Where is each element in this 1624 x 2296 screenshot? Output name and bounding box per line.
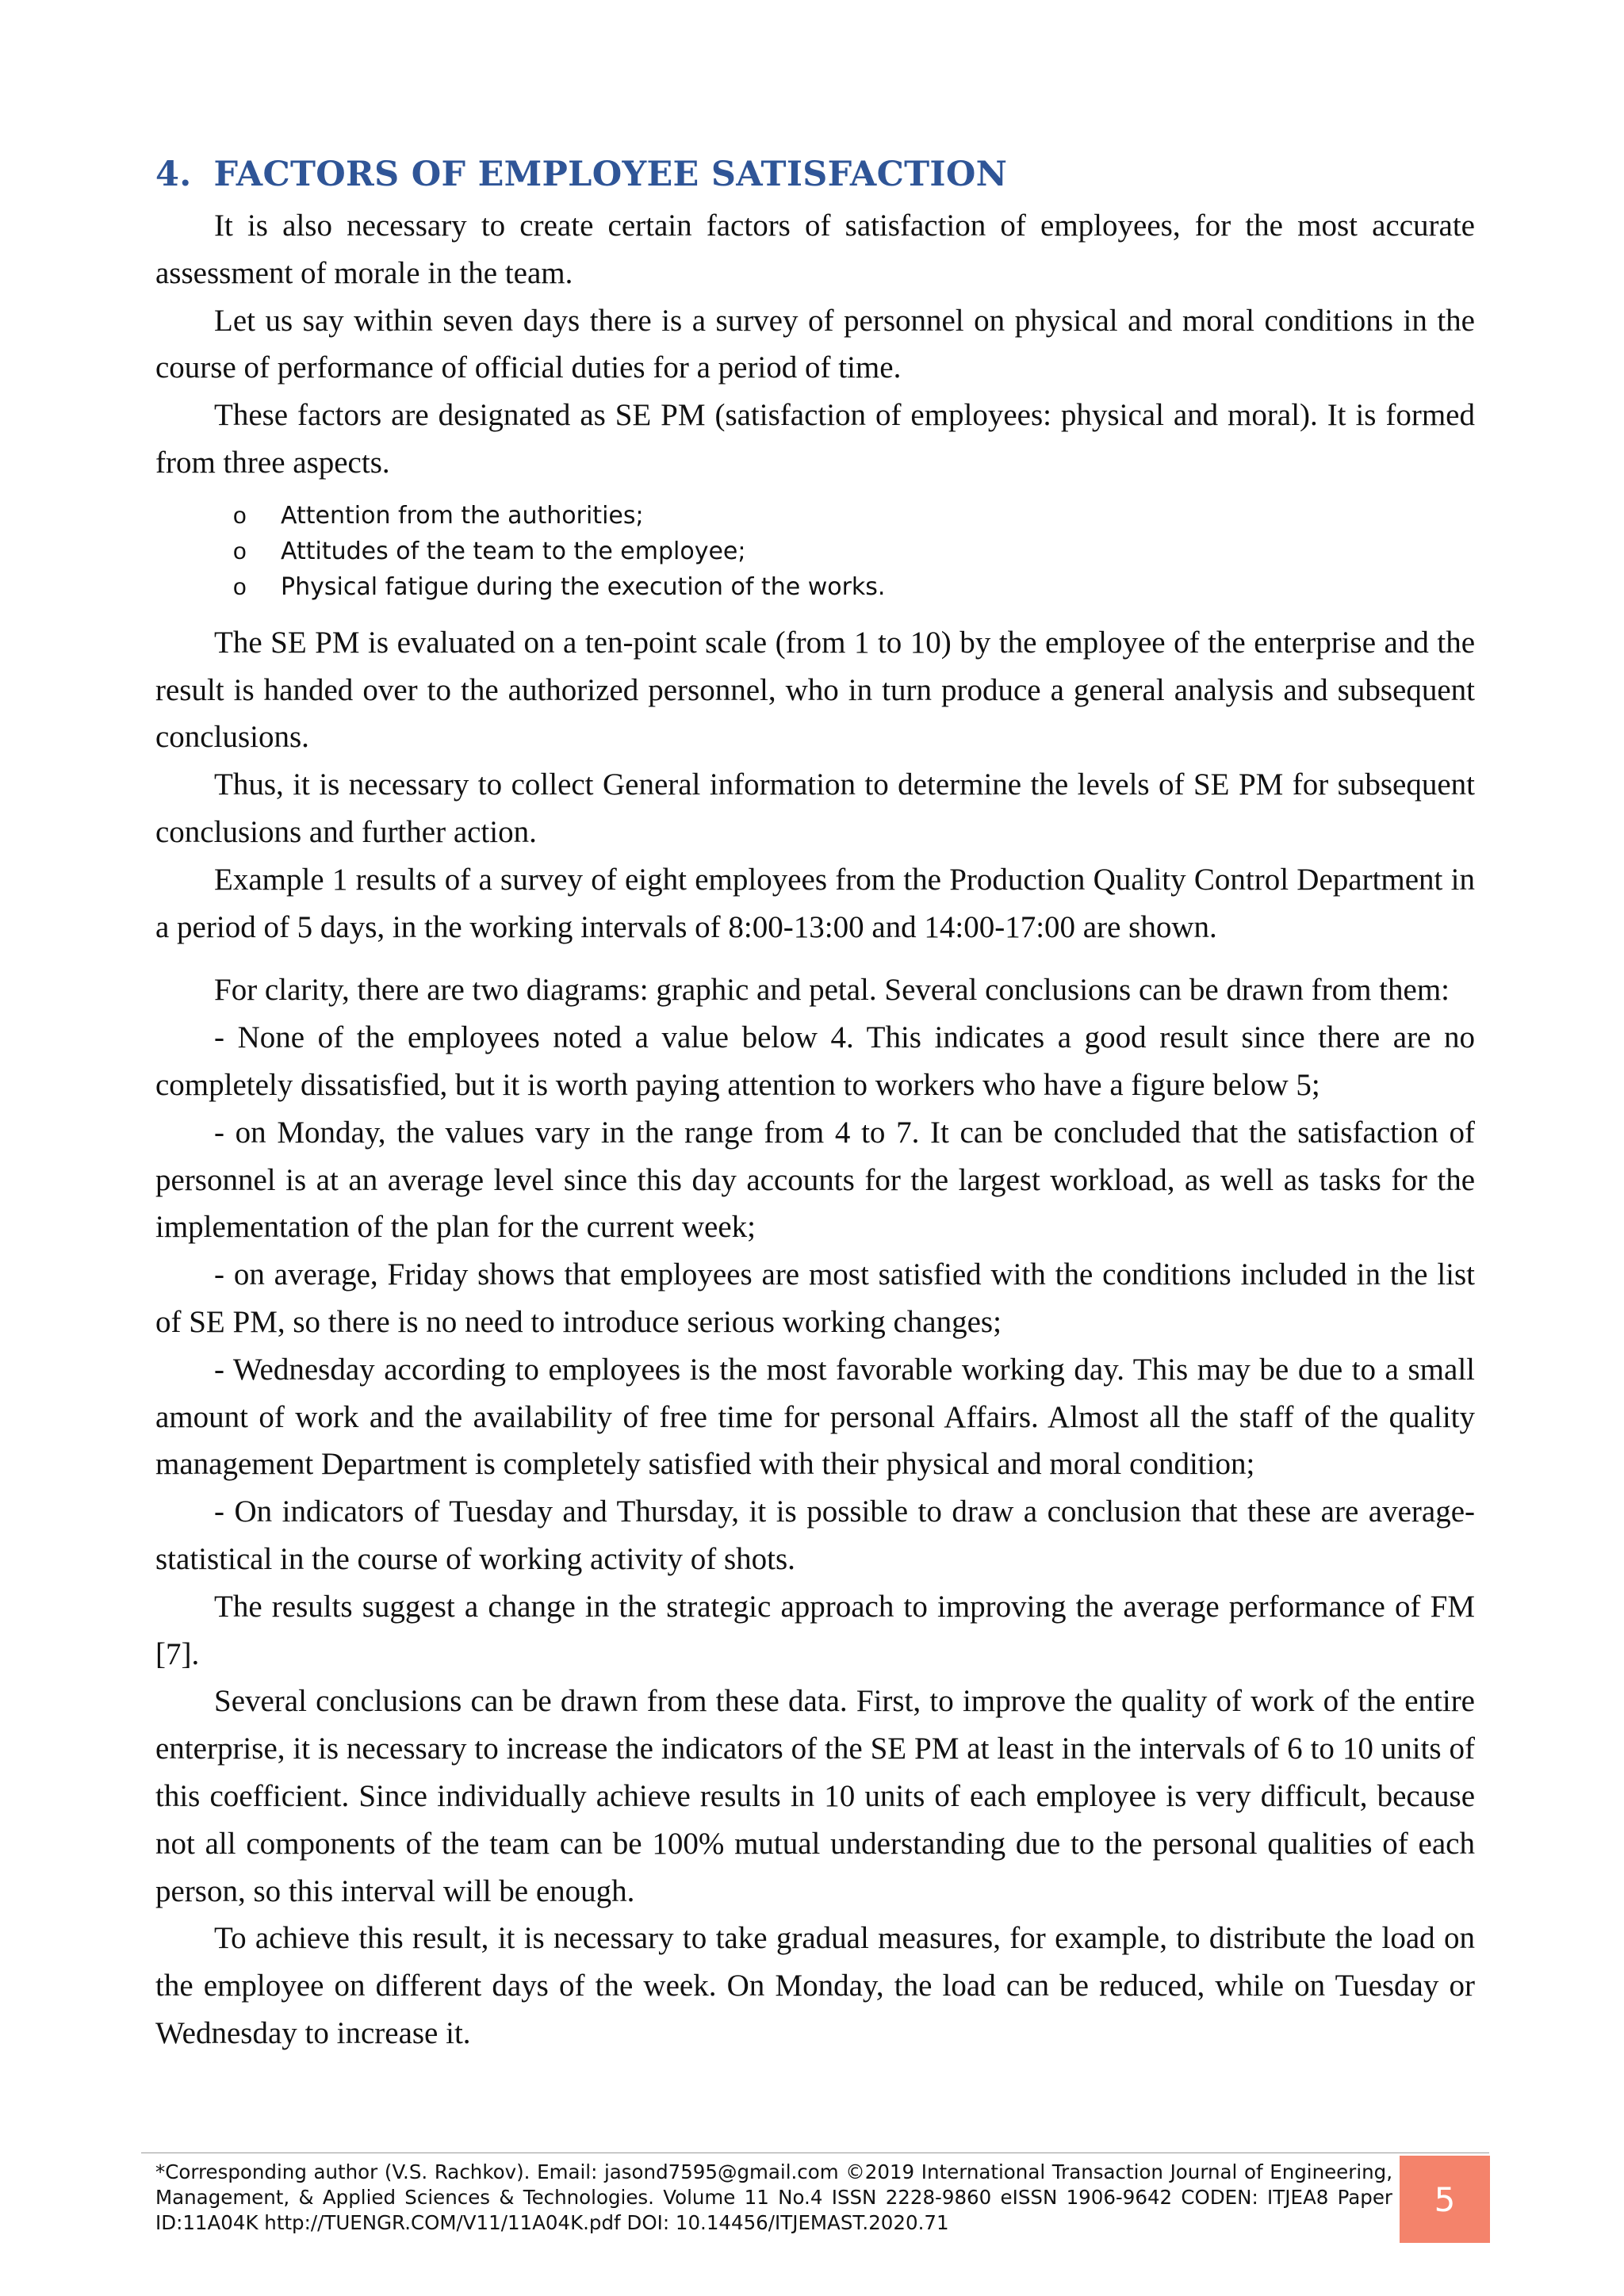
paragraph: The results suggest a change in the strategic approach to improving the average performance of FM [7]. <box>155 1589 1475 1671</box>
paragraph: For clarity, there are two diagrams: graphic and petal. Several conclusions can be drawn from them: <box>214 973 1450 1008</box>
paragraph: Let us say within seven days there is a survey of personnel on physical and moral conditions in the course of performance of official duties for a period of time. <box>155 303 1475 385</box>
main-content <box>155 155 1475 2057</box>
bullet-marker: o <box>233 573 247 600</box>
aspects-list <box>155 498 1475 605</box>
paragraph: The SE PM is evaluated on a ten-point scale (from 1 to 10) by the employee of the enterprise and the result is handed over to the authorized personnel, who in turn produce a general analysis and subsequent conclusions. <box>155 625 1475 755</box>
conclusion-item: - On indicators of Tuesday and Thursday, it is possible to draw a conclusion that these are average-statistical in the course of working activity of shots. <box>155 1494 1475 1576</box>
bullet-marker: o <box>233 538 247 564</box>
paragraph: Several conclusions can be drawn from these data. First, to improve the quality of work of the entire enterprise, it is necessary to increase the indicators of the SE PM at least in the intervals of 6 to 10 units of this coefficient. Since individually achieve results in 10 units of each employee is very difficult, because not all components of the team can be 100% mutual understanding due to the personal qualities of each person, so this interval will be enough. <box>155 1684 1475 1908</box>
page-number-badge: 5 <box>1400 2156 1490 2243</box>
bullet-marker: o <box>233 502 247 529</box>
paragraph: These factors are designated as SE PM (satisfaction of employees: physical and moral). It is formed from three aspects. <box>155 398 1475 480</box>
conclusion-item: - on average, Friday shows that employees are most satisfied with the conditions included in the list of SE PM, so there is no need to introduce serious working changes; <box>155 1257 1475 1339</box>
conclusion-item: - Wednesday according to employees is the most favorable working day. This may be due to a small amount of work and the availability of free time for personal Affairs. Almost all the staff of the quality management Department is completely satisfied with their physical and moral condition; <box>155 1352 1475 1482</box>
list-item: o Attitudes of the team to the employee; <box>155 534 1475 569</box>
section-number: 4. <box>155 155 192 194</box>
conclusion-item: - None of the employees noted a value below 4. This indicates a good result since there are no completely dissatisfied, but it is worth paying attention to workers who have a figure below 5; <box>155 1020 1475 1102</box>
footer-citation: *Corresponding author (V.S. Rachkov). Email: jasond7595@gmail.com ©2019 International Transaction Journal of Engineering, Management, & Applied Sciences & Technologies. Volume 11 No.4 ISSN 2228-9860 eISSN 1906-9642 CODEN: ITJEA8 Paper ID:11A04K http://TUENGR.COM/V11/11A04K.pdf DOI: 10.14456/ITJEMAST.2020.71 <box>155 2160 1392 2234</box>
paragraph: Thus, it is necessary to collect General information to determine the levels of SE PM for subsequent conclusions and further action. <box>155 767 1475 849</box>
list-item: o Attention from the authorities; <box>155 498 1475 534</box>
paragraph: To achieve this result, it is necessary to take gradual measures, for example, to distribute the load on the employee on different days of the week. On Monday, the load can be reduced, while on Tuesday or Wednesday to increase it. <box>155 1921 1475 2050</box>
paragraph: It is also necessary to create certain factors of satisfaction of employees, for the most accurate assessment of morale in the team. <box>155 209 1475 290</box>
section-title: FACTORS OF EMPLOYEE SATISFACTION <box>213 155 1008 194</box>
conclusion-item: - on Monday, the values vary in the range from 4 to 7. It can be concluded that the satisfaction of personnel is at an average level since this day accounts for the largest workload, as well as tasks for the implementation of the plan for the current week; <box>155 1115 1475 1245</box>
paragraph: Example 1 results of a survey of eight employees from the Production Quality Control Department in a period of 5 days, in the working intervals of 8:00-13:00 and 14:00-17:00 are shown. <box>155 862 1475 944</box>
page-footer <box>141 2152 1489 2236</box>
section-heading <box>155 155 1475 194</box>
list-item: o Physical fatigue during the execution of the works. <box>155 569 1475 605</box>
